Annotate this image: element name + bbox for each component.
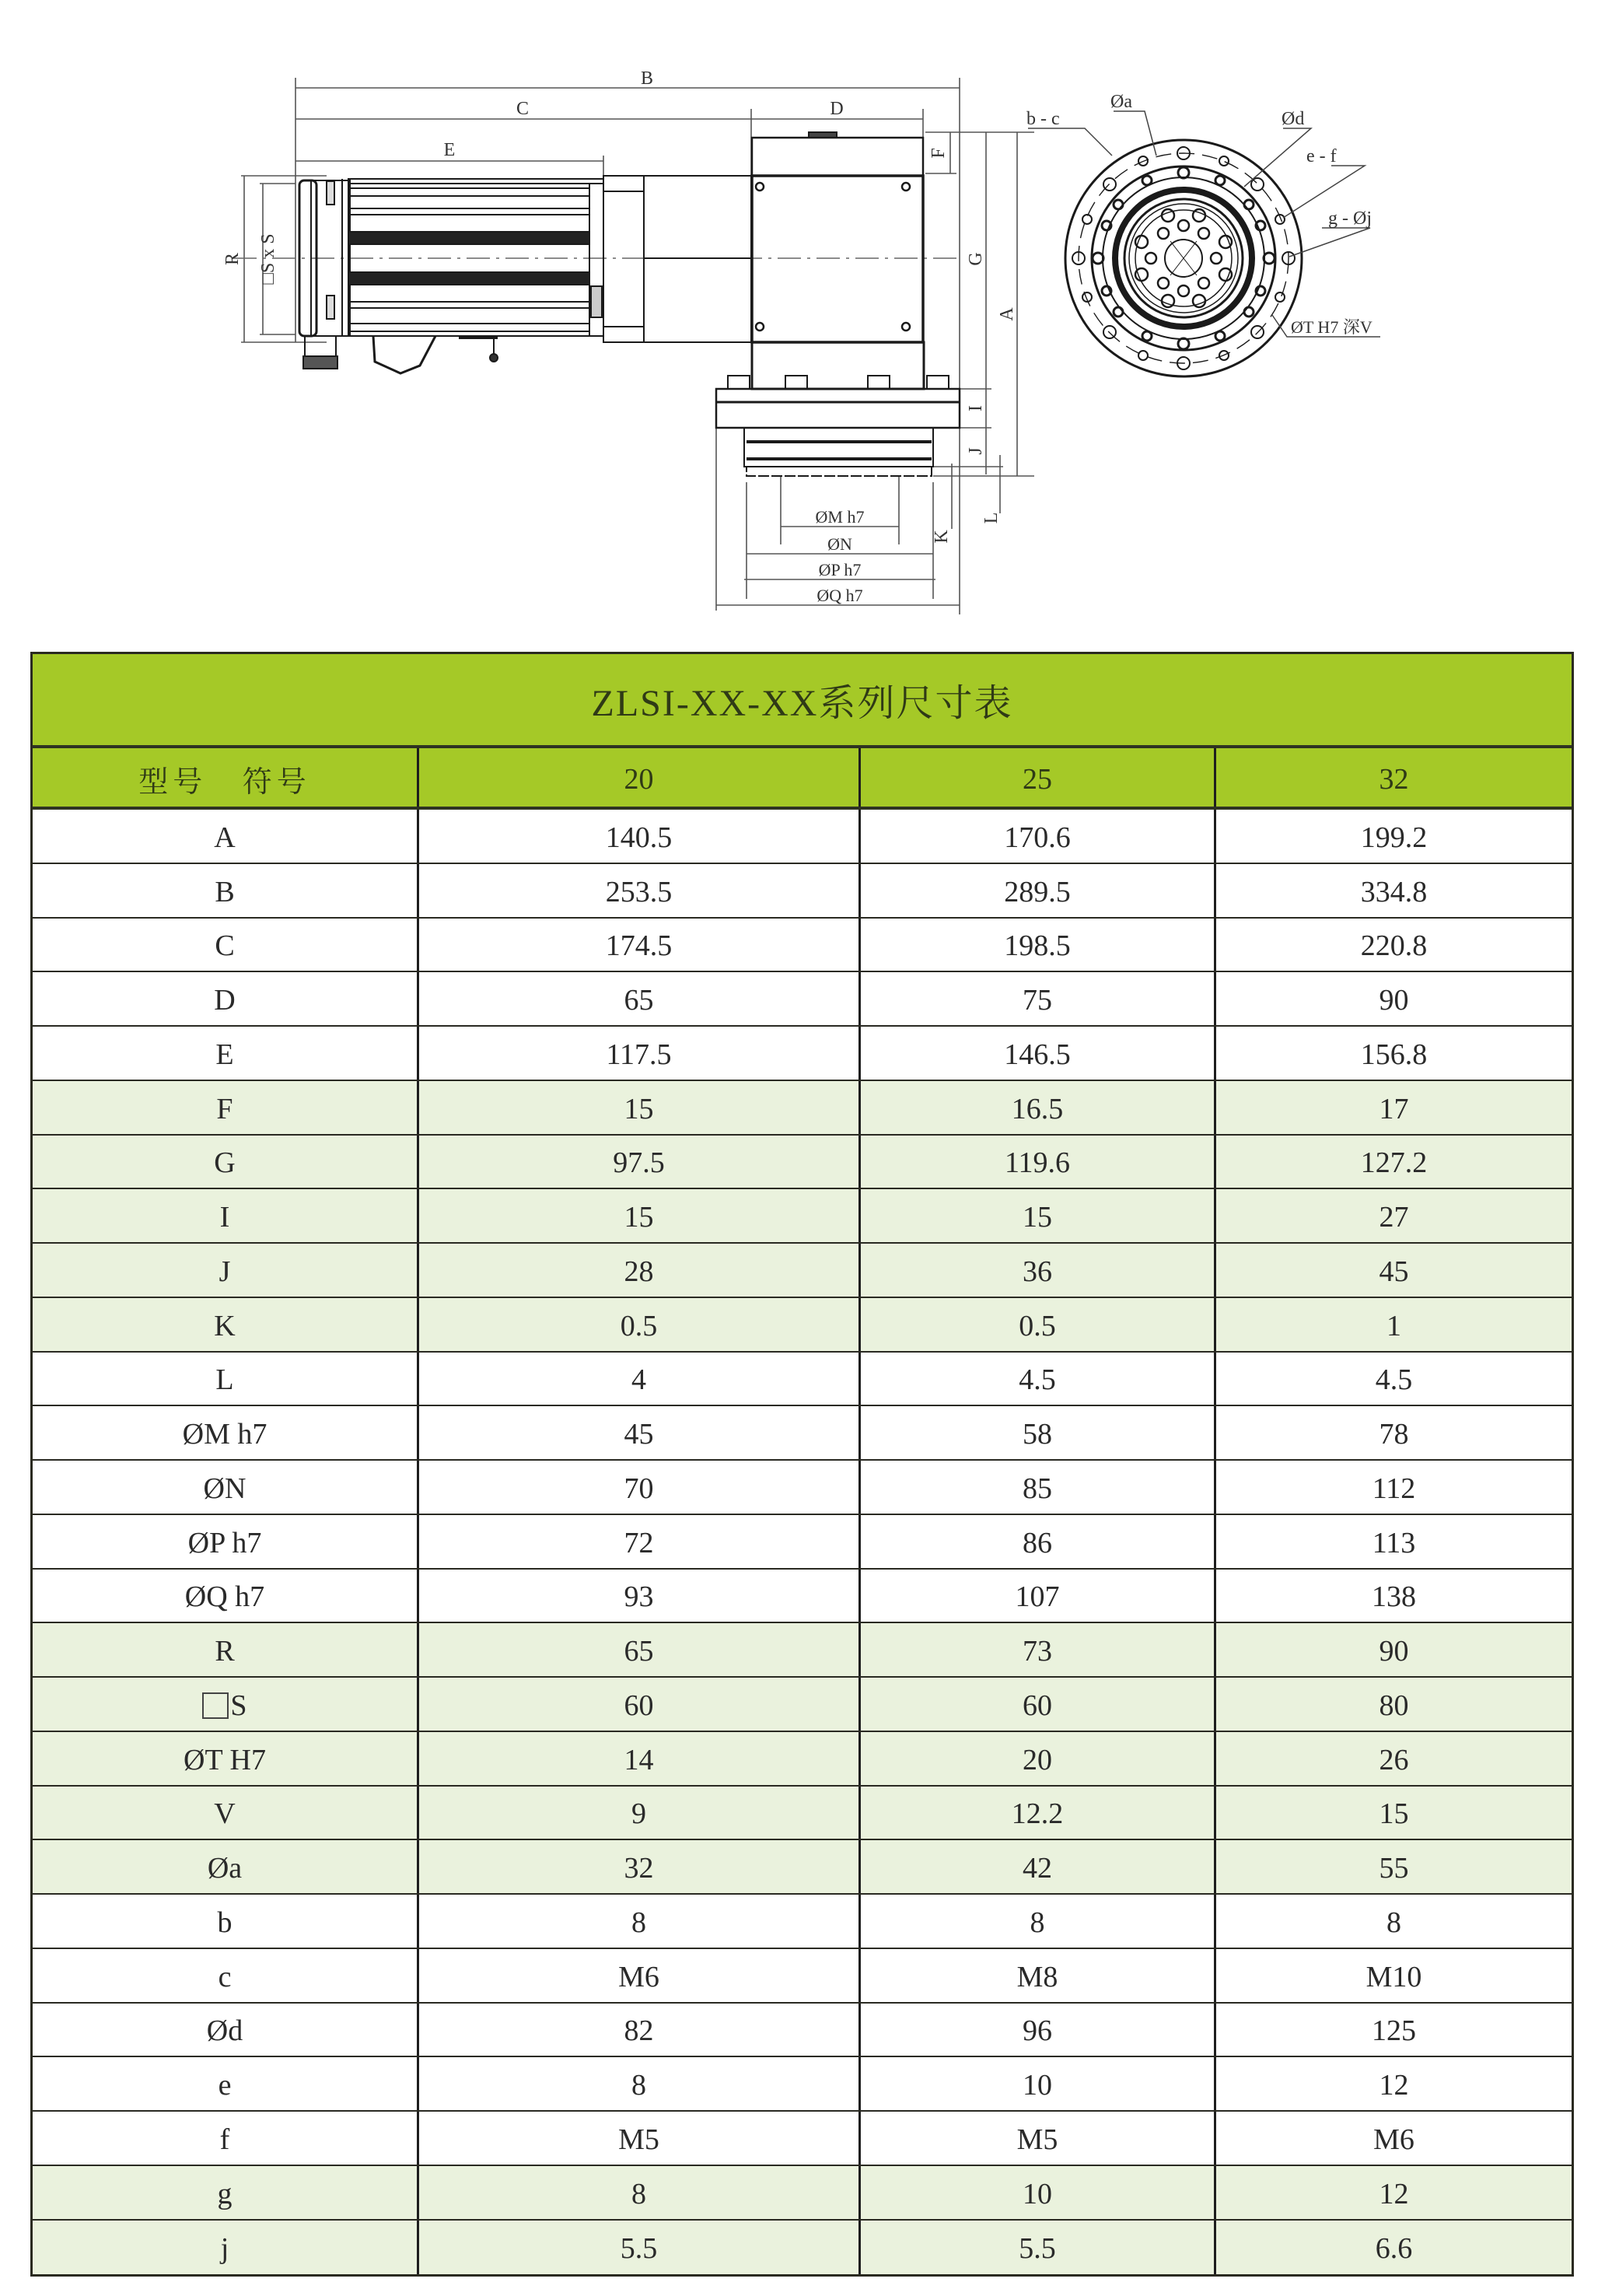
svg-text:ØT H7 深V: ØT H7 深V: [1291, 317, 1372, 337]
row-symbol-text: L: [215, 1363, 234, 1397]
row-symbol: [33, 919, 419, 971]
row-value-model-32: 90: [1379, 984, 1409, 1017]
row-value-model-20: 60: [419, 1678, 861, 1731]
row-value-model-25: 96: [861, 2004, 1216, 2056]
row-symbol: [33, 1732, 419, 1785]
row-symbol-text: S: [230, 1689, 247, 1722]
row-value-model-25: 5.5: [861, 2221, 1216, 2275]
motor: [299, 176, 751, 373]
row-symbol-text: ØN: [203, 1472, 247, 1505]
svg-text:L: L: [981, 512, 1002, 524]
row-symbol-text: I: [219, 1201, 230, 1234]
row-symbol: [33, 1461, 419, 1514]
row-symbol-text: ØT H7: [184, 1743, 266, 1776]
row-symbol: [33, 1353, 419, 1405]
row-value-model-25: 58: [861, 1406, 1216, 1459]
table-row: [33, 1787, 1572, 1841]
svg-text:J: J: [966, 447, 986, 455]
header-symbol-label: 型号 符号: [33, 748, 419, 807]
row-symbol-text: j: [220, 2232, 229, 2266]
row-value-model-20: 5.5: [419, 2221, 861, 2275]
svg-text:ØQ h7: ØQ h7: [816, 586, 863, 605]
row-symbol: [33, 2221, 419, 2275]
row-value-model-20: 9: [419, 1787, 861, 1839]
row-value-model-32: 113: [1372, 1526, 1416, 1559]
row-symbol-text: V: [214, 1797, 236, 1831]
row-value-model-32: 112: [1372, 1472, 1416, 1505]
row-symbol: [33, 1081, 419, 1134]
row-symbol-text: K: [214, 1309, 236, 1342]
table-row: [33, 2112, 1572, 2166]
table-row: [33, 1623, 1572, 1678]
table-row: [33, 919, 1572, 973]
row-symbol-text: F: [216, 1092, 233, 1125]
row-value-model-25: 15: [861, 1189, 1216, 1242]
row-value-model-25: 8: [861, 1895, 1216, 1948]
row-value-model-20: 0.5: [419, 1298, 861, 1351]
row-symbol: [33, 1949, 419, 2002]
row-value-model-32: 12: [1379, 2177, 1409, 2210]
side-view: [222, 68, 1034, 614]
row-symbol-text: G: [214, 1146, 236, 1180]
table-row: [33, 2166, 1572, 2221]
table-title: ZLSI-XX-XX系列尺寸表: [591, 683, 1013, 724]
svg-text:R: R: [222, 252, 243, 266]
row-value-model-20: 8: [419, 1895, 861, 1948]
svg-text:ØM h7: ØM h7: [815, 507, 865, 527]
row-symbol: [33, 1570, 419, 1622]
row-value-model-32: 55: [1379, 1852, 1409, 1885]
dimension-lines: [241, 78, 1034, 614]
row-value-model-25: 107: [861, 1570, 1216, 1622]
row-value-model-25: 10: [861, 2057, 1216, 2110]
table-row: [33, 1515, 1572, 1570]
row-value-model-32: 4.5: [1375, 1363, 1413, 1397]
row-symbol: [33, 2004, 419, 2056]
row-value-model-20: 8: [419, 2057, 861, 2110]
row-symbol: [33, 1515, 419, 1568]
svg-text:b - c: b - c: [1026, 109, 1060, 129]
row-symbol: [33, 1840, 419, 1893]
row-value-model-25: 20: [861, 1732, 1216, 1785]
row-value-model-20: 65: [419, 1623, 861, 1676]
row-value-model-20: 8: [419, 2166, 861, 2219]
svg-text:G: G: [966, 252, 986, 266]
row-value-model-20: M5: [419, 2112, 861, 2165]
row-value-model-32: 90: [1379, 1635, 1409, 1668]
row-value-model-32: 199.2: [1360, 821, 1428, 854]
row-value-model-25: 60: [861, 1678, 1216, 1731]
table-header-row: [33, 748, 1572, 810]
row-value-model-25: 119.6: [861, 1136, 1216, 1188]
row-value-model-25: 198.5: [861, 919, 1216, 971]
row-value-model-32: 334.8: [1360, 875, 1428, 908]
row-value-model-25: 42: [861, 1840, 1216, 1893]
svg-text:B: B: [640, 68, 654, 89]
svg-text:D: D: [830, 99, 844, 119]
row-value-model-20: 70: [419, 1461, 861, 1514]
table-body: [33, 810, 1572, 2274]
row-symbol-text: ØQ h7: [184, 1580, 265, 1614]
row-symbol: [33, 2057, 419, 2110]
row-symbol-text: ØP h7: [187, 1526, 262, 1559]
row-value-model-25: 289.5: [861, 864, 1216, 917]
row-symbol-text: A: [214, 821, 236, 854]
table-row: [33, 810, 1572, 864]
row-symbol: [33, 2166, 419, 2219]
row-value-model-20: 15: [419, 1189, 861, 1242]
row-symbol: [33, 972, 419, 1025]
front-view: [1026, 92, 1380, 376]
header-model-32: 32: [1379, 762, 1409, 796]
svg-text:e - f: e - f: [1306, 146, 1337, 166]
row-value-model-25: 36: [861, 1244, 1216, 1297]
row-value-model-25: M5: [861, 2112, 1216, 2165]
table-row: [33, 972, 1572, 1027]
table-row: [33, 2221, 1572, 2275]
row-value-model-32: 138: [1372, 1580, 1416, 1614]
row-symbol-text: B: [215, 875, 235, 908]
header-model-25: 25: [861, 748, 1216, 807]
row-value-model-32: 17: [1379, 1092, 1409, 1125]
row-symbol: [33, 1895, 419, 1948]
row-value-model-20: 65: [419, 972, 861, 1025]
table-row: [33, 1244, 1572, 1298]
row-value-model-25: M8: [861, 1949, 1216, 2002]
table-row: [33, 1353, 1572, 1407]
row-symbol-text: D: [214, 984, 236, 1017]
table-row: [33, 1189, 1572, 1244]
row-symbol-text: f: [219, 2123, 230, 2156]
row-value-model-32: 6.6: [1375, 2232, 1413, 2266]
row-value-model-20: 82: [419, 2004, 861, 2056]
row-symbol: [33, 1244, 419, 1297]
row-value-model-20: M6: [419, 1949, 861, 2002]
row-value-model-20: 93: [419, 1570, 861, 1622]
row-symbol-text: e: [218, 2069, 232, 2102]
row-symbol: [33, 810, 419, 863]
row-value-model-20: 32: [419, 1840, 861, 1893]
row-value-model-20: 14: [419, 1732, 861, 1785]
row-symbol: [33, 2112, 419, 2165]
row-value-model-32: M6: [1373, 2123, 1414, 2156]
row-value-model-32: 15: [1379, 1797, 1409, 1831]
row-symbol-text: c: [218, 1960, 232, 1993]
row-value-model-32: 156.8: [1360, 1038, 1428, 1071]
row-value-model-20: 174.5: [419, 919, 861, 971]
svg-text:E: E: [443, 140, 456, 160]
row-value-model-32: 26: [1379, 1743, 1409, 1776]
table-row: [33, 1027, 1572, 1081]
technical-drawing: [0, 0, 1605, 638]
table-title-band: [33, 654, 1572, 748]
row-value-model-25: 75: [861, 972, 1216, 1025]
row-symbol: [33, 1027, 419, 1080]
row-value-model-20: 45: [419, 1406, 861, 1459]
row-value-model-25: 86: [861, 1515, 1216, 1568]
row-value-model-32: 8: [1386, 1906, 1401, 1939]
row-value-model-32: 27: [1379, 1201, 1409, 1234]
row-symbol: [33, 1406, 419, 1459]
row-value-model-20: 15: [419, 1081, 861, 1134]
row-value-model-20: 28: [419, 1244, 861, 1297]
row-symbol-text: b: [217, 1906, 233, 1939]
svg-text:Øa: Øa: [1110, 92, 1132, 112]
row-value-model-25: 85: [861, 1461, 1216, 1514]
table-row: [33, 1840, 1572, 1895]
row-value-model-32: 45: [1379, 1255, 1409, 1288]
svg-text:A: A: [997, 307, 1017, 321]
svg-text:ØN: ØN: [827, 534, 852, 554]
row-value-model-32: 220.8: [1360, 929, 1428, 963]
row-value-model-25: 10: [861, 2166, 1216, 2219]
table-row: [33, 1461, 1572, 1515]
table-row: [33, 2004, 1572, 2058]
svg-text:g - Øj: g - Øj: [1328, 208, 1372, 229]
row-value-model-32: 12: [1379, 2069, 1409, 2102]
row-value-model-20: 4: [419, 1353, 861, 1405]
square-symbol-icon: [202, 1692, 229, 1719]
svg-text:C: C: [516, 99, 530, 119]
svg-text:□S x S: □S x S: [258, 233, 278, 285]
row-value-model-25: 73: [861, 1623, 1216, 1676]
table-row: [33, 1081, 1572, 1136]
svg-text:ØP h7: ØP h7: [818, 560, 862, 579]
gearbox: [716, 132, 960, 476]
svg-text:Ød: Ød: [1282, 109, 1305, 129]
dimension-table: [30, 652, 1574, 2277]
row-value-model-32: 80: [1379, 1689, 1409, 1722]
row-symbol-text: Øa: [207, 1852, 243, 1885]
row-symbol-text: J: [219, 1255, 231, 1288]
row-value-model-25: 146.5: [861, 1027, 1216, 1080]
table-row: [33, 1406, 1572, 1461]
row-symbol: [33, 1623, 419, 1676]
table-row: [33, 1136, 1572, 1190]
table-row: [33, 1678, 1572, 1732]
row-value-model-32: M10: [1365, 1960, 1422, 1993]
table-row: [33, 1949, 1572, 2004]
row-value-model-32: 127.2: [1360, 1146, 1428, 1180]
row-value-model-25: 4.5: [861, 1353, 1216, 1405]
row-symbol-text: g: [217, 2177, 233, 2210]
row-value-model-25: 16.5: [861, 1081, 1216, 1134]
svg-text:F: F: [928, 148, 949, 159]
table-row: [33, 1298, 1572, 1353]
row-symbol: [33, 1298, 419, 1351]
row-value-model-20: 253.5: [419, 864, 861, 917]
svg-text:K: K: [932, 530, 952, 544]
row-value-model-20: 72: [419, 1515, 861, 1568]
row-symbol-text: C: [215, 929, 235, 963]
header-model-20: 20: [419, 748, 861, 807]
row-value-model-32: 1: [1386, 1309, 1401, 1342]
row-value-model-20: 117.5: [419, 1027, 861, 1080]
row-symbol: [33, 1787, 419, 1839]
row-symbol-text: R: [215, 1635, 235, 1668]
row-value-model-20: 97.5: [419, 1136, 861, 1188]
svg-text:I: I: [966, 405, 986, 411]
table-row: [33, 1895, 1572, 1949]
table-row: [33, 1570, 1572, 1624]
table-row: [33, 2057, 1572, 2112]
row-value-model-32: 78: [1379, 1418, 1409, 1451]
row-value-model-20: 140.5: [419, 810, 861, 863]
row-symbol: [33, 1678, 419, 1731]
row-symbol-text: ØM h7: [182, 1418, 268, 1451]
table-row: [33, 1732, 1572, 1787]
row-value-model-25: 170.6: [861, 810, 1216, 863]
row-symbol: [33, 864, 419, 917]
table-row: [33, 864, 1572, 919]
row-symbol-text: Ød: [206, 2014, 243, 2048]
row-symbol: [33, 1189, 419, 1242]
row-value-model-32: 125: [1372, 2014, 1416, 2048]
row-value-model-25: 0.5: [861, 1298, 1216, 1351]
row-value-model-25: 12.2: [861, 1787, 1216, 1839]
row-symbol: [33, 1136, 419, 1188]
row-symbol-text: E: [215, 1038, 234, 1071]
